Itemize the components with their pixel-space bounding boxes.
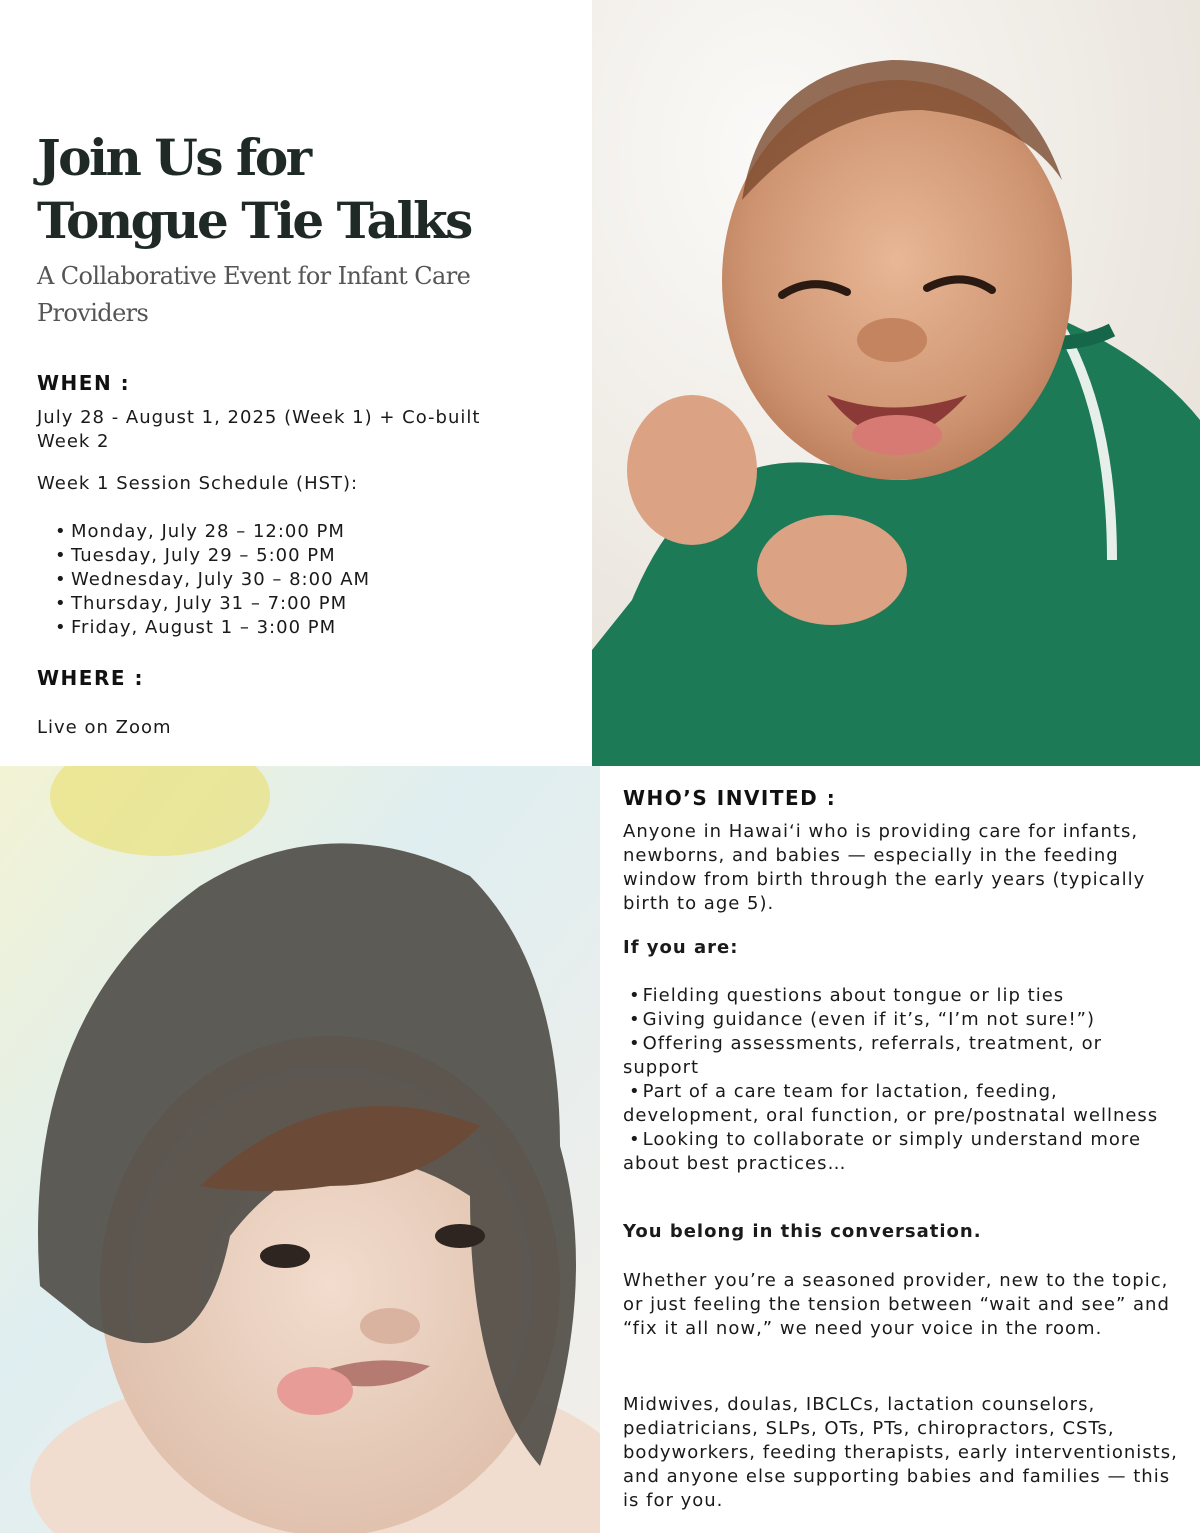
session-item: • Thursday, July 31 – 7:00 PM xyxy=(55,592,370,616)
event-info-panel xyxy=(0,0,592,766)
list-item: • Looking to collaborate or simply understand more about best practices… xyxy=(623,1129,1142,1174)
title-line-1: Join Us for xyxy=(37,128,310,187)
event-subtitle: A Collaborative Event for Infant Care Providers xyxy=(37,262,471,327)
event-dates: July 28 - August 1, 2025 (Week 1) + Co-built Week 2 xyxy=(37,407,481,452)
session-item: • Tuesday, July 29 – 5:00 PM xyxy=(55,544,370,568)
session-item: • Wednesday, July 30 – 8:00 AM xyxy=(55,568,370,592)
toddler-illustration xyxy=(0,766,600,1533)
smiling-baby-illustration xyxy=(592,0,1200,766)
if-you-are-list xyxy=(623,984,1183,1176)
session-item: • Monday, July 28 – 12:00 PM xyxy=(55,520,370,544)
list-item: • Giving guidance (even if it’s, “I’m not sure!”) xyxy=(629,1009,1096,1030)
list-item: • Part of a care team for lactation, feeding, development, oral function, or pre/postnatal wellness xyxy=(623,1081,1159,1126)
where-heading: WHERE : xyxy=(37,666,144,690)
belong-statement: You belong in this conversation. xyxy=(623,1221,982,1242)
title-line-2: Tongue Tie Talks xyxy=(37,191,471,250)
toddler-tongue-photo xyxy=(0,766,600,1533)
session-item: • Friday, August 1 – 3:00 PM xyxy=(55,616,370,640)
session-schedule-list xyxy=(55,520,370,640)
list-item: • Fielding questions about tongue or lip ties xyxy=(629,985,1065,1006)
invited-intro: Anyone in Hawaiʻi who is providing care for infants, newborns, and babies — especially in the feeding window from birth through the early years (typically birth to age 5). xyxy=(623,821,1146,914)
schedule-heading: Week 1 Session Schedule (HST): xyxy=(37,473,359,494)
whether-paragraph: Whether you’re a seasoned provider, new to the topic, or just feeling the tension between “wait and see” and “fix it all now,” we need your voice in the room. xyxy=(623,1270,1170,1339)
event-location: Live on Zoom xyxy=(37,717,172,738)
event-title xyxy=(37,126,557,252)
when-heading: WHEN : xyxy=(37,371,131,395)
list-item: • Offering assessments, referrals, treatment, or support xyxy=(623,1033,1102,1078)
roles-paragraph: Midwives, doulas, IBCLCs, lactation counselors, pediatricians, SLPs, OTs, PTs, chiropractors, CSTs, bodyworkers, feeding therapists, early interventionists, and anyone else supporting babies and families — this is for you. xyxy=(623,1394,1178,1511)
whos-invited-heading: WHO’S INVITED : xyxy=(623,786,837,810)
invitation-panel xyxy=(600,766,1200,1533)
if-you-are-heading: If you are: xyxy=(623,937,739,958)
smiling-baby-photo xyxy=(592,0,1200,766)
